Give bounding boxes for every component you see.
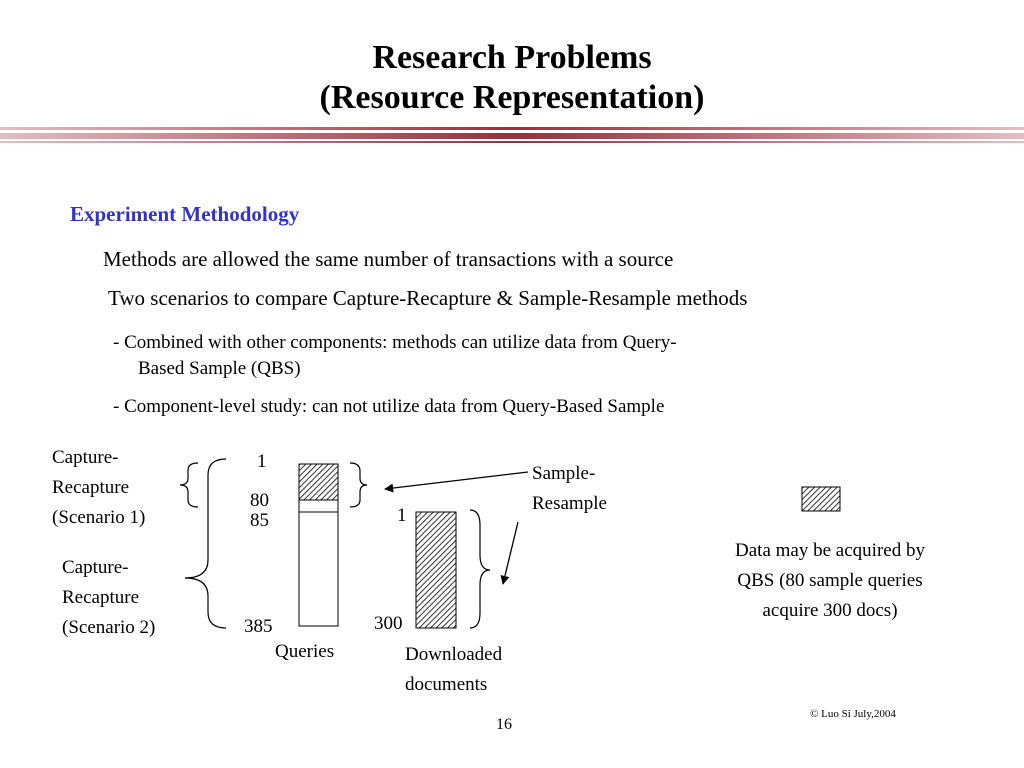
- queries-mark-1: 1: [257, 451, 267, 472]
- queries-mark-80: 80: [250, 490, 269, 511]
- queries-caption: Queries: [275, 641, 335, 662]
- docs-mark-1: 1: [397, 505, 407, 526]
- label-capture-recapture-2: Capture- Recapture (Scenario 2): [62, 557, 156, 638]
- queries-qbs-hatched: [299, 464, 338, 500]
- queries-mark-85: 85: [250, 510, 269, 531]
- section-heading: Experiment Methodology: [70, 202, 300, 226]
- brace-docs-sr: [470, 510, 490, 628]
- brace-scenario-2: [185, 459, 226, 628]
- title-line-1: Research Problems: [372, 39, 652, 76]
- arrow-to-docs: [503, 522, 518, 584]
- label-capture-recapture-1: Capture- Recapture (Scenario 1): [52, 447, 146, 528]
- legend-text: Data may be acquired by QBS (80 sample queries acquire 300 docs): [735, 540, 925, 621]
- page-number: 16: [496, 716, 512, 733]
- bullet-2: Two scenarios to compare Capture-Recapture & Sample-Resample methods: [108, 286, 748, 310]
- docs-bar: [416, 512, 456, 628]
- label-sample-resample: Sample- Resample: [532, 463, 607, 514]
- docs-caption: Downloaded documents: [405, 644, 503, 695]
- bullet-1: Methods are allowed the same number of transactions with a source: [103, 247, 674, 271]
- brace-scenario-1: [180, 463, 198, 507]
- sub-bullet-1-line-1: - Combined with other components: methods can utilize data from Query-: [113, 332, 677, 353]
- brace-queries-sr: [350, 463, 367, 507]
- queries-mark-385: 385: [244, 616, 273, 637]
- sub-bullet-1-line-2: Based Sample (QBS): [138, 358, 301, 379]
- legend-swatch: [802, 487, 840, 511]
- copyright-notice: © Luo Si July,2004: [810, 708, 896, 720]
- arrow-to-queries: [385, 472, 528, 489]
- title-line-2: (Resource Representation): [319, 79, 705, 116]
- sub-bullet-2: - Component-level study: can not utilize data from Query-Based Sample: [113, 396, 665, 417]
- docs-mark-300: 300: [374, 613, 403, 634]
